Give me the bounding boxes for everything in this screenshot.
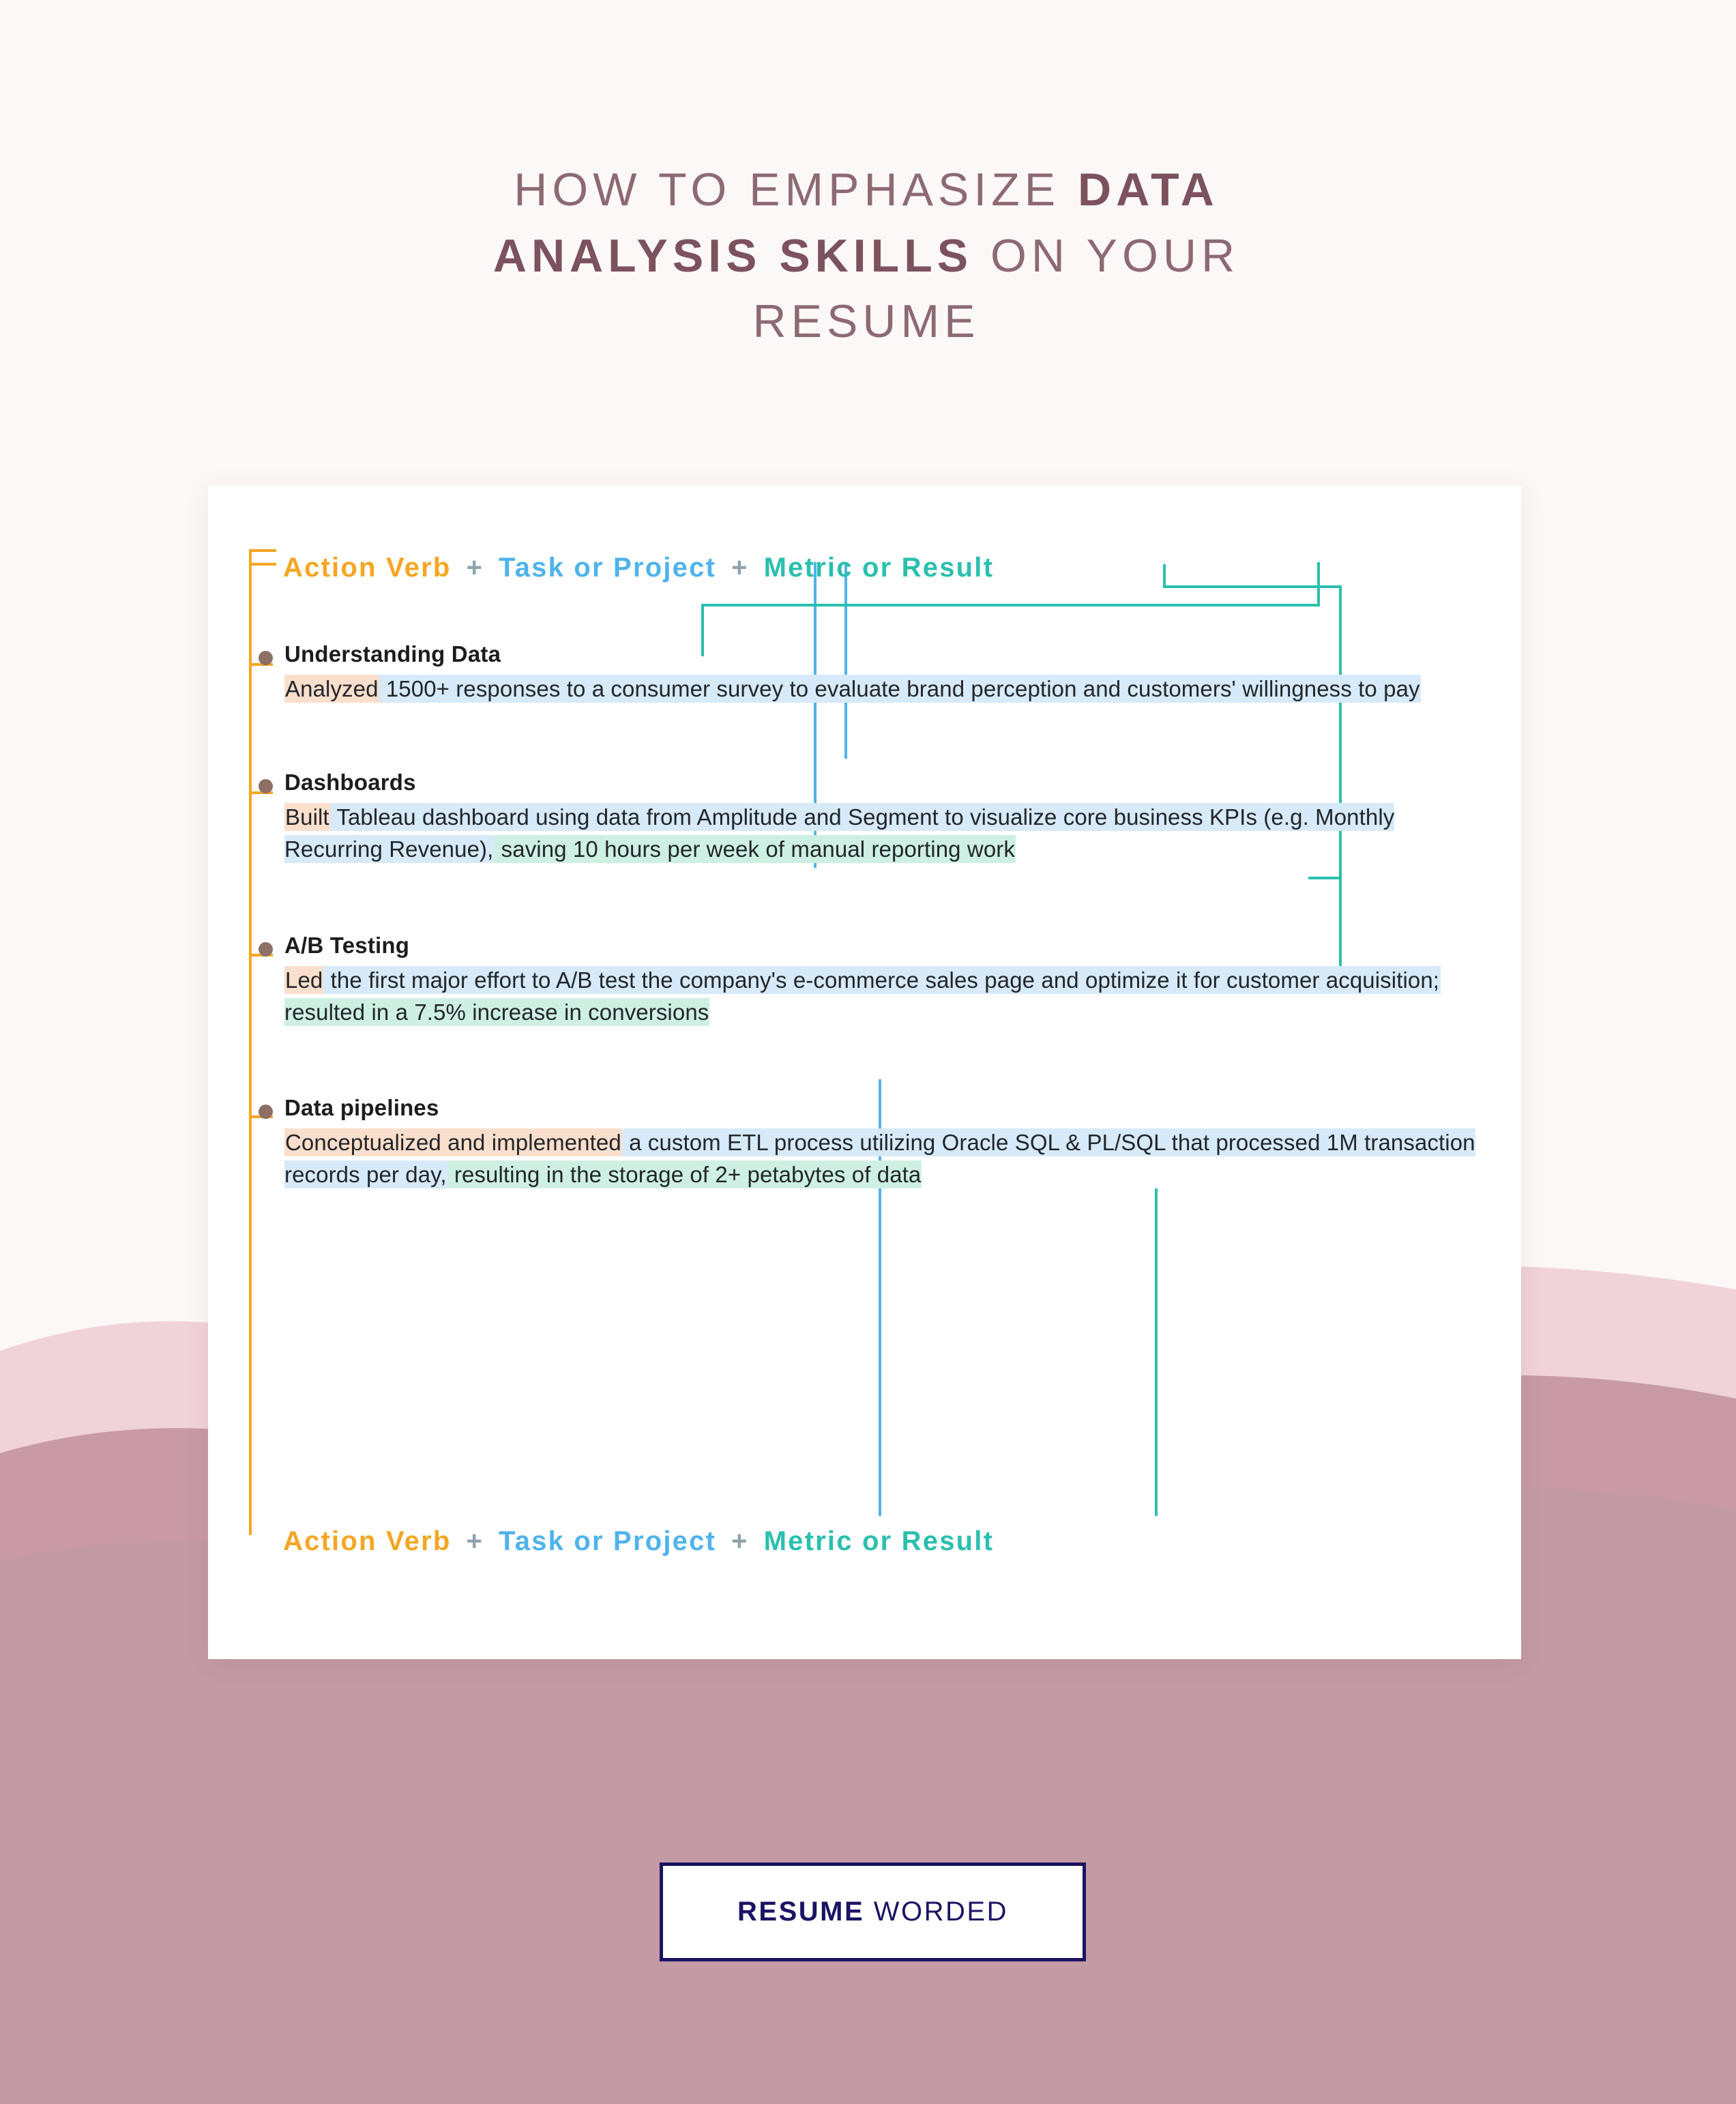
bullet-action-verb: Conceptualized and implemented	[285, 1130, 621, 1155]
bullet-block-dashboards	[284, 770, 1485, 866]
bullet-metric: resulting in the storage of 2+ petabytes of data	[447, 1161, 922, 1187]
bullet-body	[284, 802, 1485, 866]
title-line-1-plain: HOW TO EMPHASIZE	[514, 164, 1078, 216]
bullet-action-verb: Analyzed	[285, 676, 379, 701]
bullet-title: Dashboards	[284, 770, 416, 795]
title-line-1-emphasis: DATA	[1078, 164, 1219, 216]
bullet-block-ab-testing	[284, 933, 1485, 1029]
formula-task-bottom: Task or Project	[499, 1526, 717, 1556]
formula-task-top: Task or Project	[499, 553, 717, 583]
bullet-dot-icon	[259, 942, 273, 956]
brand-logo-bold: RESUME	[737, 1897, 865, 1927]
bullet-task: the first major effort to A/B test the company's e-commerce sales page and optimize it for customer acquisition;	[324, 967, 1440, 993]
title-line-2-emphasis: ANALYSIS SKILLS	[492, 229, 973, 282]
formula-action-verb-bottom: Action Verb	[283, 1526, 452, 1556]
bullet-task: a custom ETL process utilizing Oracle SQL & PL/SQL that processed 1M transaction records per day,	[284, 1130, 1475, 1187]
bullet-task: 1500+ responses to a consumer survey to evaluate brand perception and customers' willingness to pay	[379, 676, 1420, 701]
bullet-body	[284, 965, 1485, 1029]
bullet-metric: saving 10 hours per week of manual reporting work	[495, 836, 1015, 862]
title-line-3: RESUME	[752, 295, 980, 348]
bullet-block-understanding-data	[284, 641, 1485, 705]
resume-example-card	[208, 486, 1521, 1659]
bullet-body	[284, 1127, 1485, 1191]
formula-plus-1-bottom: +	[466, 1526, 484, 1556]
formula-header-bottom	[283, 1526, 1456, 1557]
formula-plus-1-top: +	[466, 553, 484, 583]
page-title	[252, 157, 1480, 355]
formula-action-verb-top: Action Verb	[283, 553, 452, 583]
bullet-dot-icon	[259, 779, 273, 793]
formula-plus-2-bottom: +	[731, 1526, 749, 1556]
formula-plus-2-top: +	[731, 553, 749, 583]
bullet-action-verb: Led	[285, 967, 323, 993]
bullet-title: Data pipelines	[284, 1095, 439, 1120]
bullet-body	[284, 673, 1485, 705]
bullet-metric: resulted in a 7.5% increase in conversions	[284, 966, 1441, 1026]
bullet-title: A/B Testing	[284, 933, 410, 958]
bullet-action-verb: Built	[285, 804, 329, 830]
brand-logo-text	[737, 1897, 1008, 1927]
title-line-2-plain: ON YOUR	[973, 229, 1240, 282]
formula-metric-bottom: Metric or Result	[763, 1526, 995, 1556]
bullet-dot-icon	[259, 1105, 273, 1119]
brand-logo[interactable]	[660, 1862, 1086, 1961]
bullet-task: Tableau dashboard using data from Amplitude and Segment to visualize core business KPIs (e.g. Monthly Recurring Revenue),	[284, 804, 1395, 862]
brand-logo-light: WORDED	[864, 1897, 1008, 1927]
bullet-dot-icon	[259, 651, 273, 665]
bullet-title: Understanding Data	[284, 641, 501, 667]
bullet-block-data-pipelines	[284, 1095, 1485, 1191]
formula-header-top	[283, 553, 1456, 583]
formula-metric-top: Metric or Result	[763, 553, 995, 583]
